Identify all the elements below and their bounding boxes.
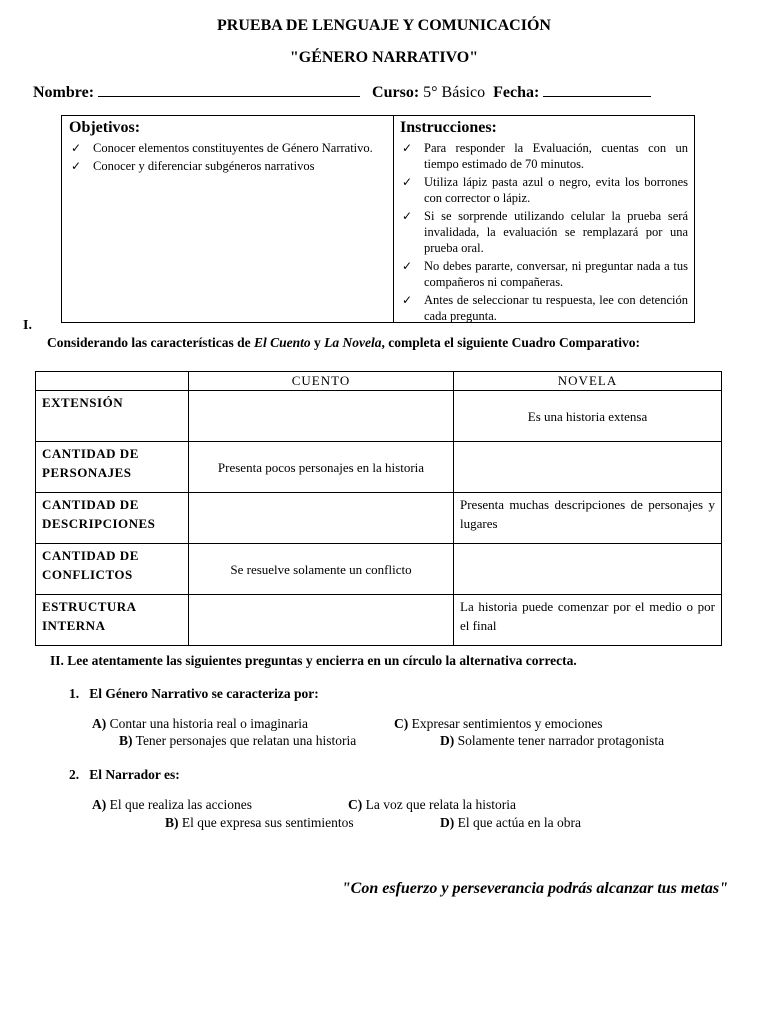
document-title: PRUEBA DE LENGUAJE Y COMUNICACIÓN: [217, 17, 551, 34]
curso-value: 5° Básico: [423, 84, 486, 101]
option-2a[interactable]: A) El que realiza las acciones: [92, 797, 253, 812]
novela-cell[interactable]: [454, 442, 722, 493]
instrucciones-list: [400, 140, 688, 326]
table-header-row: [36, 372, 722, 391]
table-row: [36, 544, 722, 595]
option-1c[interactable]: C) Expresar sentimientos y emociones: [394, 716, 603, 731]
row-label: CANTIDAD DE CONFLICTOS: [36, 544, 189, 595]
novela-cell[interactable]: [454, 544, 722, 595]
cuento-term: El Cuento: [253, 335, 311, 350]
instrucciones-heading: Instrucciones:: [400, 119, 497, 136]
list-item: ✓ Conocer elementos constituyentes de Género Narrativo.: [71, 141, 373, 155]
checkmark-icon: ✓: [402, 141, 413, 155]
cuento-cell[interactable]: [189, 493, 454, 544]
table-row: [36, 595, 722, 646]
checkmark-icon: ✓: [402, 209, 413, 223]
row-label: ESTRUCTURA INTERNA: [36, 595, 189, 646]
nombre-field[interactable]: [98, 82, 360, 97]
checkmark-icon: ✓: [71, 159, 82, 173]
section-1-instruction: Considerando las características de El Cuento y La Novela, completa el siguiente Cuadro Comparativo:: [47, 335, 640, 350]
document-subtitle: "GÉNERO NARRATIVO": [289, 49, 479, 66]
checkmark-icon: ✓: [402, 175, 413, 189]
novela-term: La Novela: [324, 335, 382, 350]
row-label: EXTENSIÓN: [36, 391, 189, 442]
cuento-cell[interactable]: Presenta pocos personajes en la historia: [189, 442, 454, 493]
objetivos-heading: Objetivos:: [69, 119, 141, 136]
section-2-instruction: II. Lee atentamente las siguientes preguntas y encierra en un círculo la alternativa correcta.: [50, 653, 577, 668]
option-1a[interactable]: A) Contar una historia real o imaginaria: [92, 716, 308, 731]
option-2b[interactable]: B) El que expresa sus sentimientos: [165, 815, 354, 830]
table-header-empty: [36, 372, 189, 391]
list-item: ✓ Conocer y diferenciar subgéneros narrativos: [71, 159, 315, 173]
fecha-label: Fecha:: [493, 84, 540, 101]
row-label: CANTIDAD DE DESCRIPCIONES: [36, 493, 189, 544]
checkmark-icon: ✓: [402, 293, 413, 307]
option-2c[interactable]: C) La voz que relata la historia: [348, 797, 516, 812]
cuento-cell[interactable]: [189, 595, 454, 646]
question-1: [69, 686, 319, 702]
objectives-instructions-box: [61, 115, 695, 323]
cuento-cell[interactable]: [189, 391, 454, 442]
nombre-label: Nombre:: [33, 84, 95, 101]
objetivos-list: [69, 140, 387, 176]
question-text: El Género Narrativo se caracteriza por:: [89, 686, 319, 701]
fecha-field[interactable]: [543, 82, 651, 97]
table-row: [36, 442, 722, 493]
question-number: 2.: [69, 767, 80, 782]
checkmark-icon: ✓: [71, 141, 82, 155]
option-1b[interactable]: B) Tener personajes que relatan una historia: [119, 733, 357, 748]
novela-cell[interactable]: Es una historia extensa: [454, 391, 722, 442]
list-item: ✓ Para responder la Evaluación, cuentas con un tiempo estimado de 70 minutos.: [402, 141, 688, 171]
novela-cell[interactable]: La historia puede comenzar por el medio o por el final: [454, 595, 722, 646]
list-item: ✓ Utiliza lápiz pasta azul o negro, evita los borrones con corrector o lápiz.: [402, 175, 688, 205]
motivational-quote: "Con esfuerzo y perseverancia podrás alcanzar tus metas": [341, 880, 728, 897]
list-item: ✓ Si se sorprende utilizando celular la prueba será invalidada, la evaluación se remplazará por una prueba oral.: [402, 209, 688, 255]
table-header-novela: NOVELA: [454, 372, 722, 391]
question-2: [69, 767, 180, 783]
option-1d[interactable]: D) Solamente tener narrador protagonista: [440, 733, 665, 748]
cuento-cell[interactable]: Se resuelve solamente un conflicto: [189, 544, 454, 595]
section-1-number: I.: [23, 318, 32, 333]
novela-cell[interactable]: Presenta muchas descripciones de personajes y lugares: [454, 493, 722, 544]
curso-label: Curso:: [372, 84, 420, 101]
box-divider: [393, 116, 394, 322]
question-number: 1.: [69, 686, 80, 701]
table-header-cuento: CUENTO: [189, 372, 454, 391]
list-item: ✓ Antes de seleccionar tu respuesta, lee con detención cada pregunta.: [402, 293, 688, 323]
comparison-table: [35, 371, 722, 646]
question-text: El Narrador es:: [89, 767, 180, 782]
table-row: [36, 493, 722, 544]
student-info-line: [33, 82, 651, 102]
table-row: [36, 391, 722, 442]
checkmark-icon: ✓: [402, 259, 413, 273]
row-label: CANTIDAD DE PERSONAJES: [36, 442, 189, 493]
option-2d[interactable]: D) El que actúa en la obra: [440, 815, 581, 830]
list-item: ✓ No debes pararte, conversar, ni preguntar nada a tus compañeros ni compañeras.: [402, 259, 688, 289]
